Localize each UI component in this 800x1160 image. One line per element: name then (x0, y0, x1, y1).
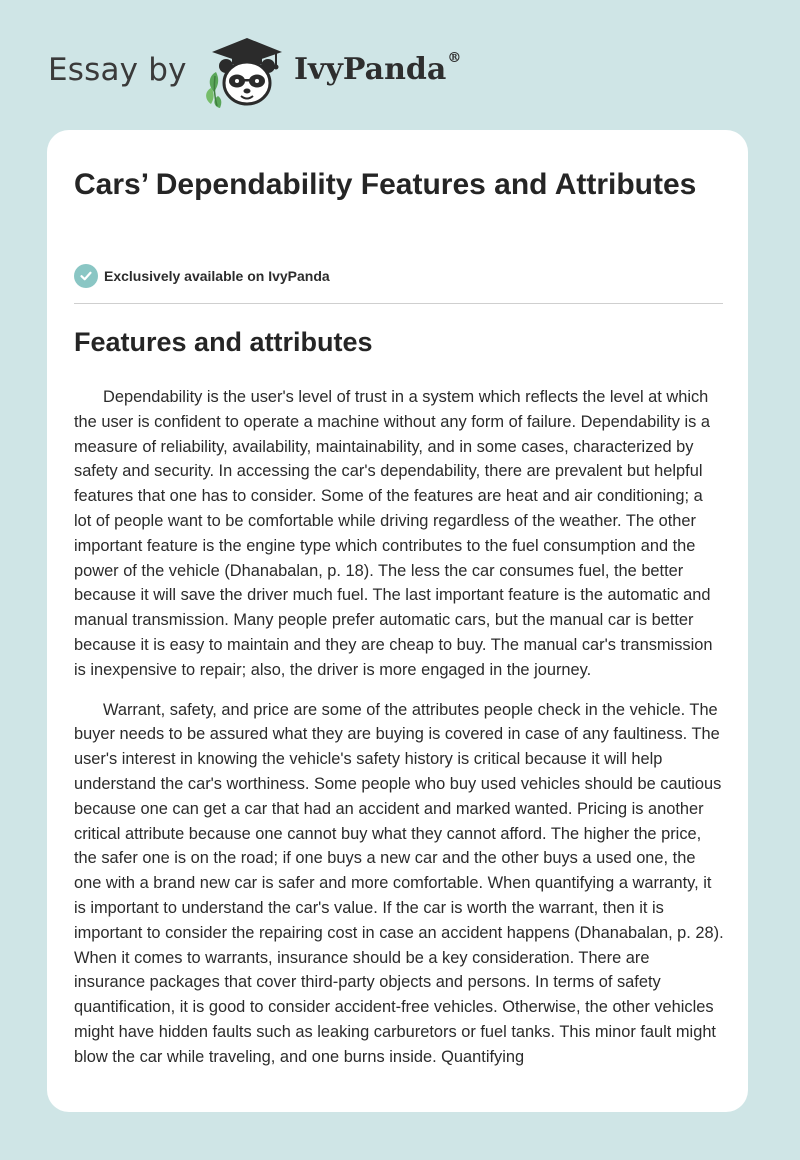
site-header (0, 0, 800, 130)
exclusive-badge (74, 263, 330, 289)
paragraph: Dependability is the user's level of trust in a system which reflects the level at which the user is confident to operate a machine without any form of failure. Dependability is a measure of reliability, availability, maintainability, and in some cases, characterized by safety and security. In accessing the car's dependability, there are prevalent but helpful features that one has to consider. Some of the features are heat and air conditioning; a lot of people want to be comfortable while driving regardless of the weather. The other important feature is the engine type which contributes to the fuel consumption and the power of the vehicle (Dhanabalan, p. 18). The less the car consumes fuel, the better because it will save the driver much fuel. The last important feature is the automatic and manual transmission. Many people prefer automatic cars, but the manual car is better because it is easy to maintain and they are cheap to buy. The manual car's transmission is inexpensive to repair; also, the driver is more engaged in the journey. (74, 388, 713, 679)
essay-card (47, 130, 748, 1112)
ivypanda-logo-icon[interactable] (202, 36, 292, 108)
paragraph: Warrant, safety, and price are some of the attributes people check in the vehicle. The buyer needs to be assured what they are buying is covered in case of any faultiness. The user's interest in knowing the vehicle's safety history is critical because it will help understand the car's worthiness. Some people who buy used vehicles should be cautious because one can get a car that had an accident and marked wanted. Pricing is another critical attribute because one cannot buy what they cannot afford. The higher the price, the safer one is on the road; if one buys a new car and the other buys a used one, the one with a brand new car is safer and more comfortable. When quantifying a warranty, it is important to understand the car's value. If the car is worth the warrant, then it is important to consider the repairing cost in case an accident happens (Dhanabalan, p. 28). When it comes to warrants, insurance should be a key consideration. There are insurance packages that cover third-party objects and persons. In terms of safety quantification, it is good to consider accident-free vehicles. Otherwise, the other vehicles might have hidden faults such as leaking carburetors or fuel tanks. This minor fault might blow the car while traveling, and one burns inside. Quantifying (74, 700, 724, 1066)
essay-title: Cars’ Dependability Features and Attributes (74, 168, 697, 201)
brand-prefix: Essay by (48, 52, 187, 88)
badge-text: Exclusively available on IvyPanda (104, 268, 330, 284)
divider (74, 303, 723, 304)
registered-mark: ® (447, 50, 462, 66)
section-heading: Features and attributes (74, 327, 373, 357)
essay-body (74, 385, 724, 1085)
brand-name[interactable]: IvyPanda® (294, 50, 462, 87)
check-icon (74, 264, 98, 288)
